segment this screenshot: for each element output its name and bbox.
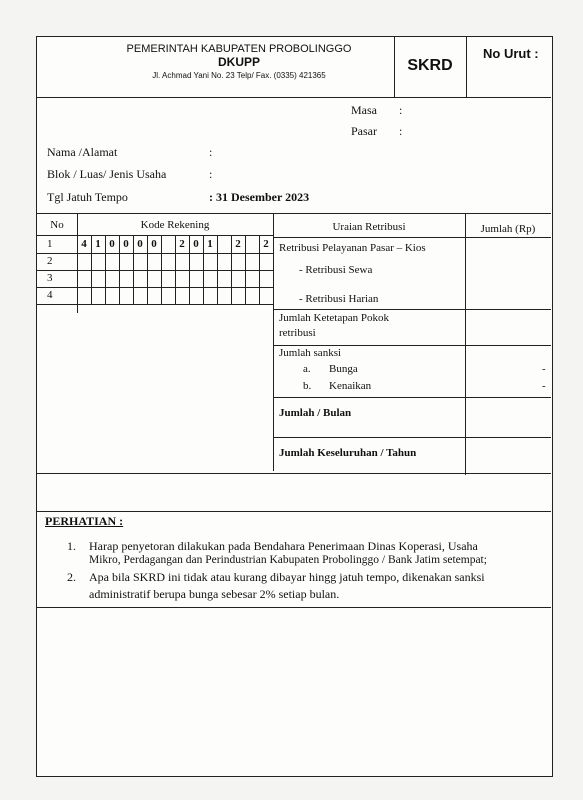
header-agency: DKUPP [217,55,260,69]
perhatian-item-2-line-2: administratif berupa bunga sebesar 2% setiap bulan. [89,587,340,601]
kode-digit: 0 [123,238,129,250]
kode-grid-line [245,235,246,304]
skrd-form [36,36,553,777]
tgl-value: : 31 Desember 2023 [209,190,310,204]
tgl-label: Tgl Jatuh Tempo [47,190,128,204]
info-bottom-line [37,213,551,214]
masa-label: Masa [351,103,377,117]
kode-digit: 1 [207,238,213,250]
col-jumlah-header: Jumlah (Rp) [480,223,536,235]
kode-digit: 2 [263,238,269,250]
kode-row-line-2 [37,270,273,271]
col-uraian-header: Uraian Retribusi [332,221,406,233]
perhatian-item-2-num: 2. [67,570,76,584]
bunga-marker: a. [303,363,311,375]
col-kode-header: Kode Rekening [140,219,210,231]
bunga-label: Bunga [329,363,358,375]
row-number: 4 [47,289,53,301]
kode-row-line-3 [37,287,273,288]
perhatian-bottom-line [37,607,551,608]
nama-colon: : [209,145,213,159]
pasar-label: Pasar [351,124,377,138]
table-bottom-line [37,473,551,474]
table-header-line-right [273,237,551,238]
kode-digit: 0 [109,238,115,250]
uraian-sewa: - Retribusi Sewa [299,264,373,276]
uraian-harian: - Retribusi Harian [299,293,379,305]
table-header-line-left [37,235,273,236]
uraian-line-3 [273,397,551,398]
blok-colon: : [209,167,213,181]
ketetapan-label-2: retribusi [279,327,316,339]
row-number: 1 [47,238,53,250]
perhatian-item-1-line-2: Mikro, Perdagangan dan Perindustrian Kabupaten Probolinggo / Bank Jatim setempat; [89,554,487,566]
kode-digit: 0 [151,238,157,250]
row-number: 3 [47,272,53,284]
no-urut-label: No Urut : [483,46,539,61]
kenaikan-marker: b. [303,380,312,392]
ketetapan-label-1: Jumlah Ketetapan Pokok [279,312,389,324]
kode-digit: 1 [95,238,101,250]
kode-digit: 0 [137,238,143,250]
perhatian-item-1-line-1: Harap penyetoran dilakukan pada Bendahara Penerimaan Dinas Koperasi, Usaha [89,539,478,553]
header-divider-2 [466,37,467,97]
kode-row-line-4 [37,304,273,305]
kode-grid-line [217,235,218,304]
col-line-kode [273,213,274,471]
jumlah-tahun-label: Jumlah Keseluruhan / Tahun [279,447,417,459]
kode-digit: 2 [235,238,241,250]
sanksi-label: Jumlah sanksi [279,347,342,359]
jumlah-bulan-label: Jumlah / Bulan [279,407,352,419]
perhatian-item-1-num: 1. [67,539,76,553]
uraian-line-2 [273,345,551,346]
perhatian-title: PERHATIAN : [45,514,124,528]
bunga-value: - [542,363,546,375]
col-line-uraian [465,213,466,475]
masa-colon: : [399,103,403,117]
kode-digit: 0 [193,238,199,250]
kenaikan-label: Kenaikan [329,380,372,392]
blok-label: Blok / Luas/ Jenis Usaha [47,167,167,181]
kode-digit: 4 [81,238,87,250]
kenaikan-value: - [542,380,546,392]
header-bottom-line [37,97,551,98]
band-bottom-line [37,511,551,512]
col-no-header: No [50,219,64,231]
pasar-colon: : [399,124,403,138]
nama-label: Nama /Alamat [47,145,118,159]
kode-row-line-1 [37,253,273,254]
header-government: PEMERINTAH KABUPATEN PROBOLINGGO [126,43,352,55]
kode-digit: 2 [179,238,185,250]
col-line-no [77,213,78,313]
header-address: Jl. Achmad Yani No. 23 Telp/ Fax. (0335) 421365 [152,71,326,80]
uraian-line-1 [273,309,551,310]
form-code: SKRD [407,57,453,74]
row-number: 2 [47,255,53,267]
perhatian-item-2-line-1: Apa bila SKRD ini tidak atau kurang dibayar hingg jatuh tempo, dikenakan sanksi [89,570,485,584]
uraian-line-4 [273,437,551,438]
uraian-kios: Retribusi Pelayanan Pasar – Kios [279,242,426,254]
kode-grid-line [161,235,162,304]
